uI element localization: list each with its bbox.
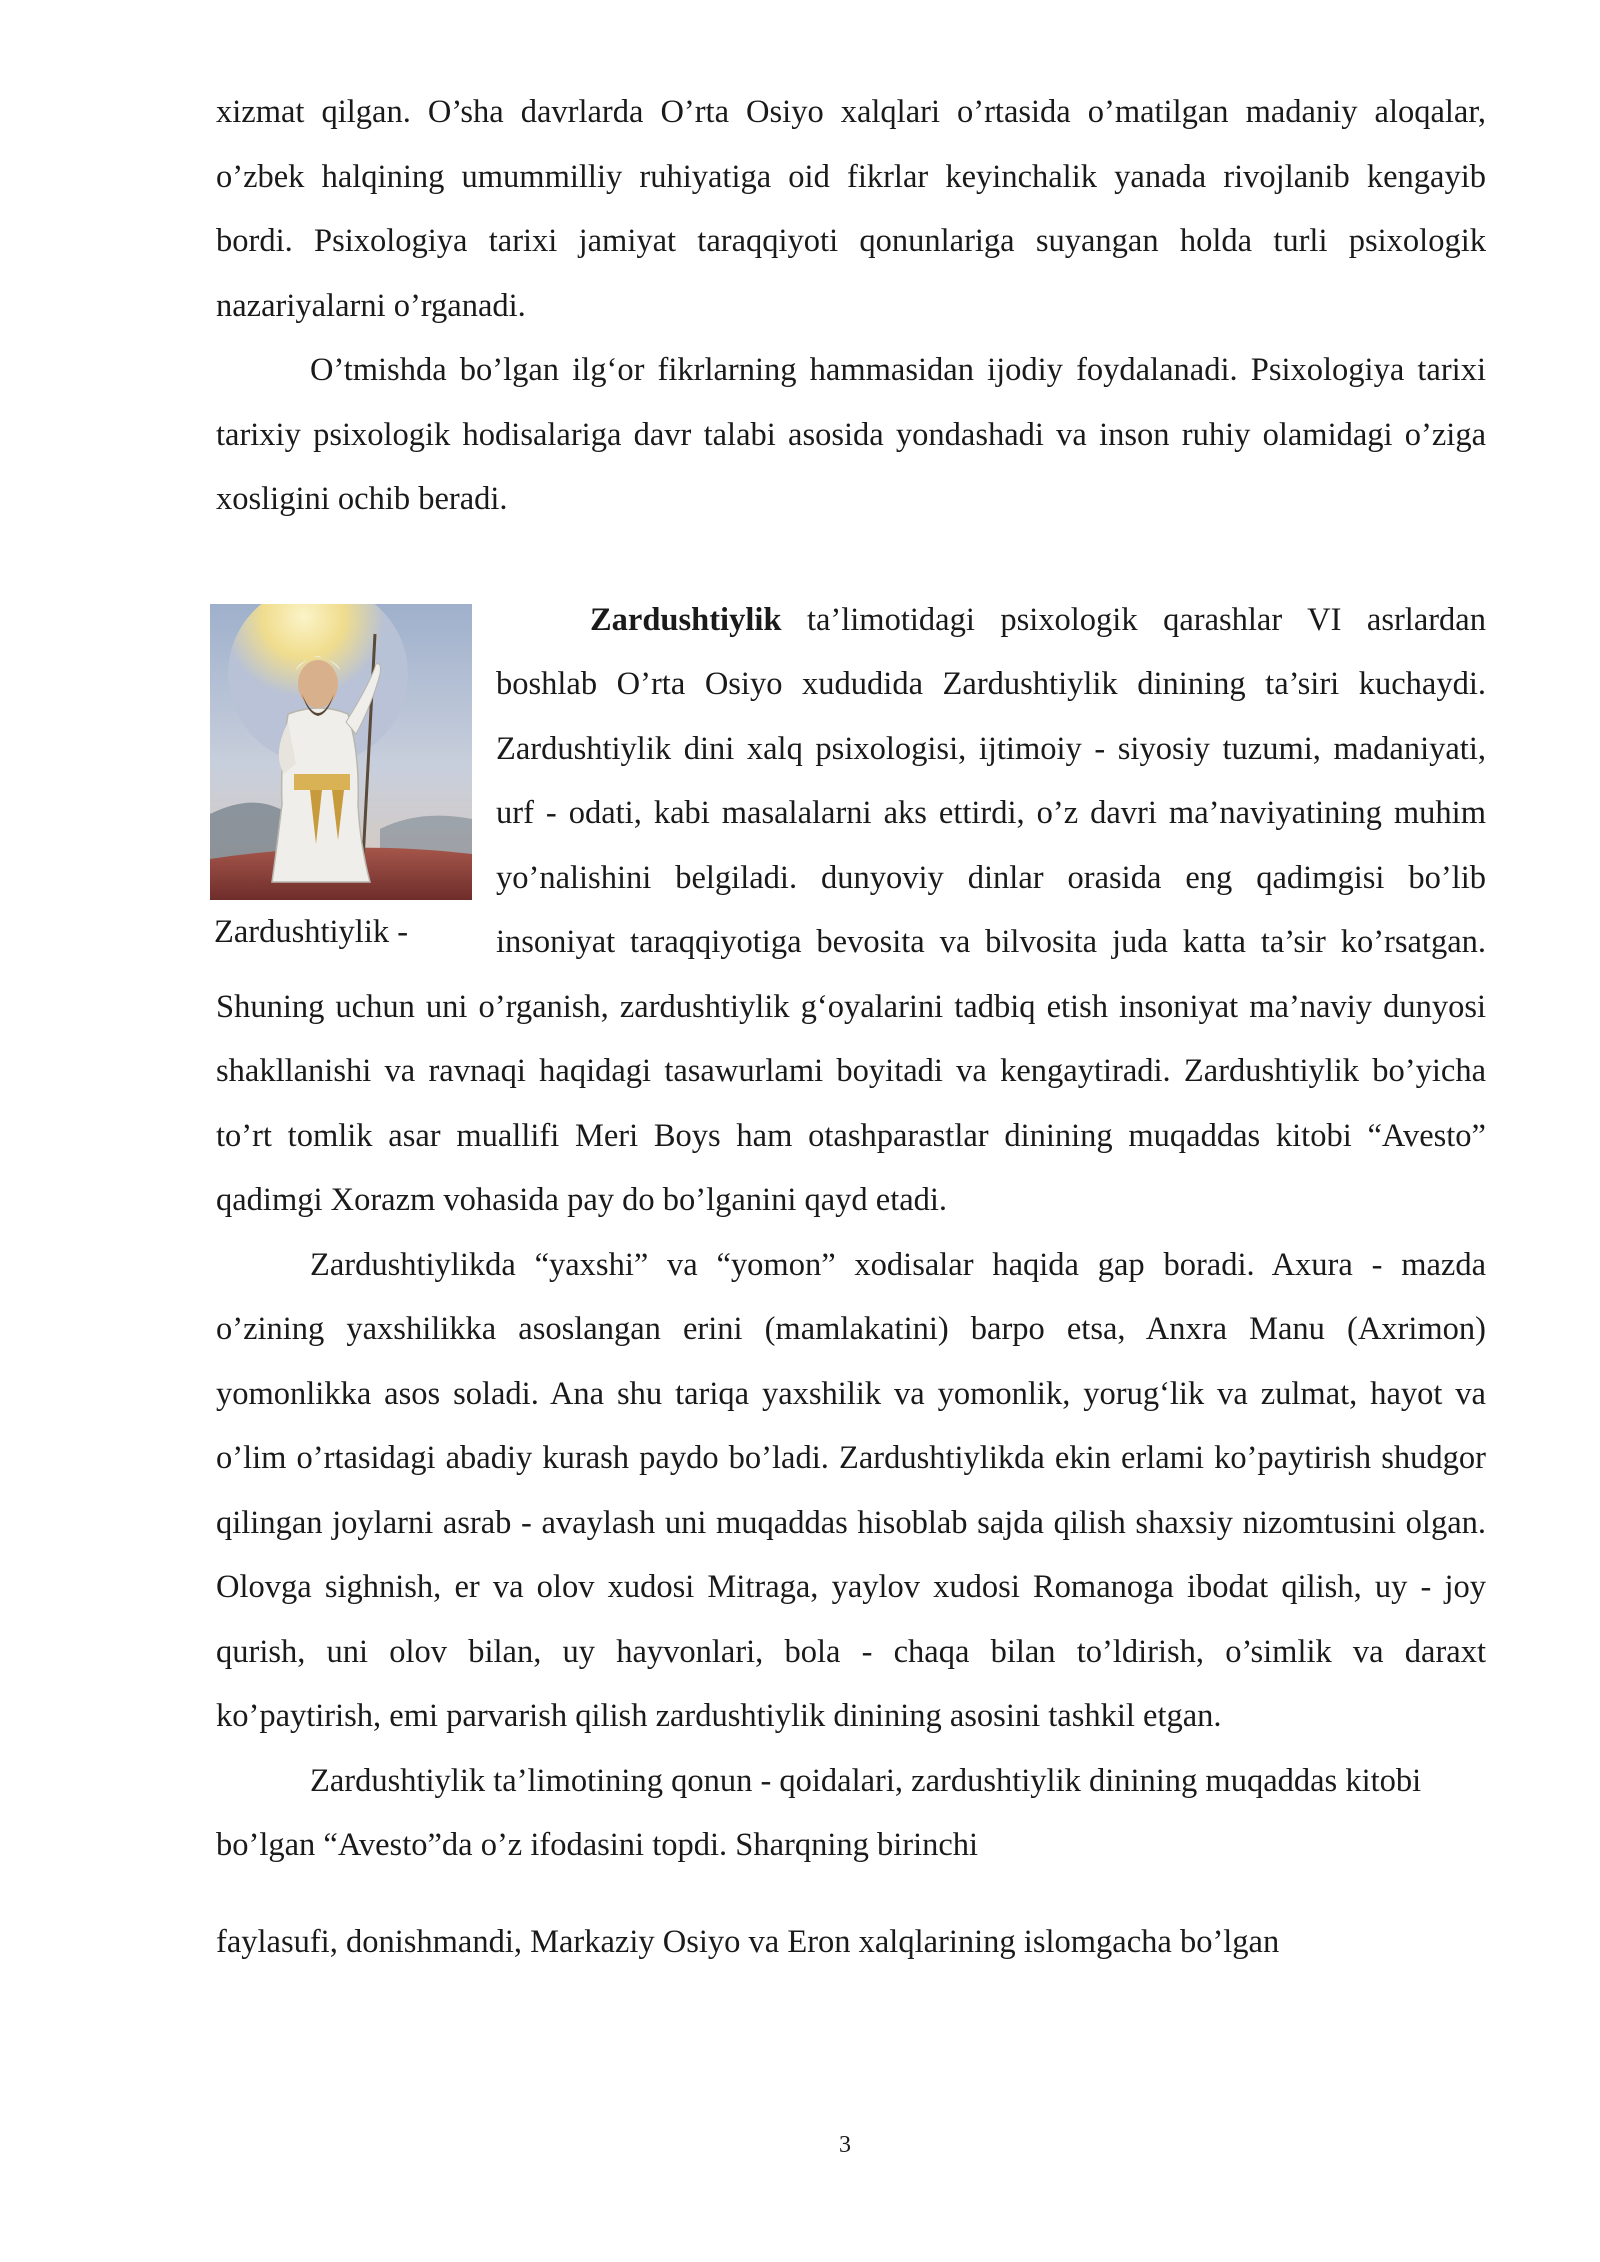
- paragraph-3-text: ta’limotidagi psixologik qarashlar VI asrlardan boshlab O’rta Osiyo xududida Zardushtiylik dinining ta’siri kuchaydi. Zardushtiylik dini xalq psixologisi, ijtimoiy - siyosiy tuzumi, madaniyati, urf - odati, kabi masalalarni aks ettirdi, o’z davri ma’naviyatining muhim yo’nalishini belgiladi. dunyoviy dinlar orasida eng qadimgisi bo’lib insoniyat taraqqiyotiga bevosita va bilvosita juda katta ta’sir ko’rsatgan. Shuning uchun uni o’rganish, zardushtiylik g‘oyalarini tadbiq etish insoniyat ma’naviy dunyosi shakllanishi va ravnaqi haqidagi tasawurlami boyitadi va kengaytiradi. Zardushtiylik bo’yicha to’rt tomlik asar muallifi Meri Boys ham otashparastlar dinining muqaddas kitobi “Avesto” qadimgi Xorazm vohasida pay do bo’lganini qayd etadi.: [216, 601, 1486, 1218]
- document-page: [216, 80, 1486, 1974]
- figure-caption: Zardushtiylik -: [214, 913, 409, 950]
- paragraph-5: Zardushtiylik ta’limotining qonun - qoidalari, zardushtiylik dinining muqaddas kitobi bo’lgan “Avesto”da o’z ifodasini topdi. Sharqning birinchi: [216, 1762, 1422, 1863]
- zoroaster-image: [210, 604, 472, 900]
- paragraph-4: Zardushtiylikda “yaxshi” va “yomon” xodisalar haqida gap boradi. Axura - mazda o’zining yaxshilikka asoslangan erini (mamlakatini) barpo etsa, Anxra Manu (Axrimon) yomonlikka asos soladi. Ana shu tariqa yaxshilik va yomonlik, yorug‘lik va zulmat, hayot va o’lim o’rtasidagi abadiy kurash paydo bo’ladi. Zardushtiylikda ekin erlami ko’paytirish shudgor qilingan joylarni asrab - avaylash uni muqaddas hisoblab sajda qilish shaxsiy nizomtusini olgan. Olovga sighnish, er va olov xudosi Mitraga, yaylov xudosi Romanoga ibodat qilish, uy - joy qurish, uni olov bilan, uy hayvonlari, bola - chaqa bilan to’ldirish, o’simlik va daraxt ko’paytirish, emi parvarish qilish zardushtiylik dinining asosini tashkil etgan.: [216, 1246, 1486, 1734]
- term-zardushtiylik: Zardushtiylik: [590, 601, 782, 638]
- paragraph-6: faylasufi, donishmandi, Markaziy Osiyo va Eron xalqlarining islomgacha bo’lgan: [216, 1923, 1280, 1960]
- paragraph-1: xizmat qilgan. O’sha davrlarda O’rta Osiyo xalqlari o’rtasida o’matilgan madaniy aloqalar, o’zbek halqining umummilliy ruhiyatiga oid fikrlar keyinchalik yanada rivojlanib kengayib bordi. Psixologiya tarixi jamiyat taraqqiyoti qonunlariga suyangan holda turli psixologik nazariyalarni o’rganadi.: [216, 94, 1486, 324]
- figure: [210, 590, 480, 950]
- page-number: 3: [839, 2132, 851, 2158]
- paragraph-2: O’tmishda bo’lgan ilg‘or fikrlarning hammasidan ijodiy foydalanadi. Psixologiya tarixi tarixiy psixologik hodisalariga davr talabi asosida yondashadi va inson ruhiy olamidagi o’ziga xosligini ochib beradi.: [216, 352, 1486, 517]
- zardushtiylik-section: [216, 588, 1486, 1233]
